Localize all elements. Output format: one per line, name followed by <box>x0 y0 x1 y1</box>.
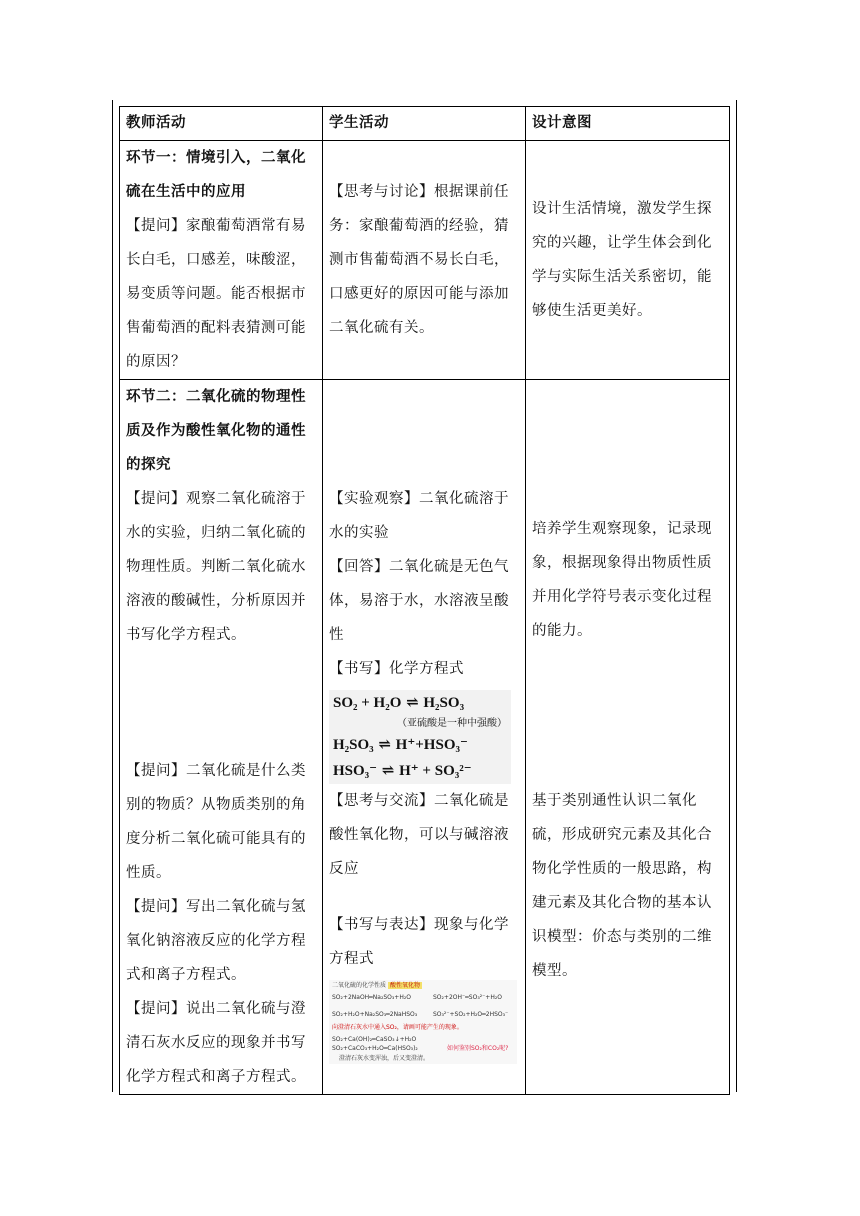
section-1-student-text: 【思考与讨论】根据课前任务：家酿葡萄酒的经验，猜测市售葡萄酒不易长白毛，口感更好的原因可能与添加二氧化硫有关。 <box>329 184 509 336</box>
section-2-design-text-2: 基于类别通性认识二氧化硫，形成研究元素及其化合物化学性质的一般思路，构建元素及其化合物的基本认识模型：价态与类别的二维模型。 <box>532 793 712 979</box>
section-1-teacher-question: 【提问】家酿葡萄酒常有易长白毛，口感差，味酸涩，易变质等问题。能否根据市售葡萄酒的配料表猜测可能的原因？ <box>126 218 306 370</box>
student-cell-section-2 <box>323 380 526 1095</box>
section-2-title: 环节二：二氧化硫的物理性质及作为酸性氧化物的通性的探究 <box>126 389 306 473</box>
equation-image <box>329 690 511 784</box>
spacer <box>532 648 723 784</box>
section-2-teacher-question-2: 【提问】二氧化硫是什么类别的物质？从物质类别的角度分析二氧化硫可能具有的性质。 <box>126 763 306 881</box>
image-equation-4: SO₂+CaCO₃+H₂O═Ca(HSO₃)₂ <box>332 1045 418 1052</box>
image-title: 二氧化硫的化学性质 酸性氧化物 <box>332 982 420 989</box>
image-equation-2a: SO₂+H₂O+Na₂SO₃═2NaHSO₃ <box>332 1011 418 1018</box>
section-2-teacher-question-3: 【提问】写出二氧化硫与氢氧化钠溶液反应的化学方程式和离子方程式。 <box>126 899 306 983</box>
image-equation-3: SO₂+Ca(OH)₂═CaSO₃↓+H₂O <box>332 1036 417 1043</box>
design-cell-section-1 <box>526 141 730 380</box>
spacer <box>532 380 723 512</box>
image-pink-question: 如何鉴别SO₂和CO₂呢? <box>447 1045 509 1052</box>
equation-line-1: SO₂ + H₂O ⇌ H₂SO₃ <box>333 695 465 711</box>
student-cell-section-1 <box>323 141 526 380</box>
image-phenomenon: 澄清石灰水变浑浊，后又变澄清。 <box>339 1055 430 1062</box>
section-2-teacher-question-1: 【提问】观察二氧化硫溶于水的实验，归纳二氧化硫的物理性质。判断二氧化硫水溶液的酸碱性，分析原因并书写化学方程式。 <box>126 491 306 643</box>
section-2-design-text-1: 培养学生观察现象，记录现象，根据现象得出物质性质并用化学符号表示变化过程的能力。 <box>532 521 712 639</box>
equation-line-2: H₂SO₃ ⇌ H⁺+HSO₃⁻ <box>333 737 468 753</box>
section-2-student-answer: 【回答】二氧化硫是无色气体，易溶于水，水溶液呈酸性 <box>329 559 509 643</box>
spacer <box>329 886 519 908</box>
design-cell-section-2 <box>526 380 730 1095</box>
image-equation-1b: SO₂+2OH⁻═SO₃²⁻+H₂O <box>433 994 502 1001</box>
section-2-student-observe: 【实验观察】二氧化硫溶于水的实验 <box>329 491 509 541</box>
section-2-student-discuss: 【思考与交流】二氧化硫是酸性氧化物，可以与碱溶液反应 <box>329 793 509 877</box>
header-student-activity: 学生活动 <box>323 107 526 141</box>
section-1-title: 环节一：情境引入，二氧化硫在生活中的应用 <box>126 150 306 200</box>
page-frame-right-line <box>736 100 737 1092</box>
teacher-cell-section-2 <box>120 380 323 1095</box>
header-design-intent: 设计意图 <box>526 107 730 141</box>
table-row-section-2 <box>120 380 730 1095</box>
image-red-note: 向澄清石灰水中通入SO₂，请画可能产生的现象。 <box>332 1024 463 1031</box>
chemical-properties-image <box>329 980 517 1064</box>
spacer <box>126 652 316 754</box>
image-equation-1a: SO₂+2NaOH═Na₂SO₃+H₂O <box>332 994 411 1001</box>
spacer <box>329 380 519 482</box>
header-teacher-activity: 教师活动 <box>120 107 323 141</box>
section-2-teacher-question-4: 【提问】说出二氧化硫与澄清石灰水反应的现象并书写化学方程式和离子方程式。 <box>126 1001 306 1085</box>
page-frame-left-line <box>112 100 113 1092</box>
table-row-section-1 <box>120 141 730 380</box>
section-1-design-text: 设计生活情境，激发学生探究的兴趣，让学生体会到化学与实际生活关系密切，能够使生活更美好。 <box>532 201 712 319</box>
section-2-student-express: 【书写与表达】现象与化学方程式 <box>329 917 509 967</box>
table-header-row <box>120 107 730 141</box>
section-2-student-write: 【书写】化学方程式 <box>329 661 464 677</box>
image-equation-2b: SO₃²⁻+SO₂+H₂O═2HSO₃⁻ <box>433 1011 509 1018</box>
equation-line-3: HSO₃⁻ ⇌ H⁺ + SO₃²⁻ <box>333 763 472 779</box>
lesson-plan-table <box>119 106 730 1095</box>
equation-note: （亚硫酸是一种中强酸） <box>397 718 507 729</box>
teacher-cell-section-1 <box>120 141 323 380</box>
